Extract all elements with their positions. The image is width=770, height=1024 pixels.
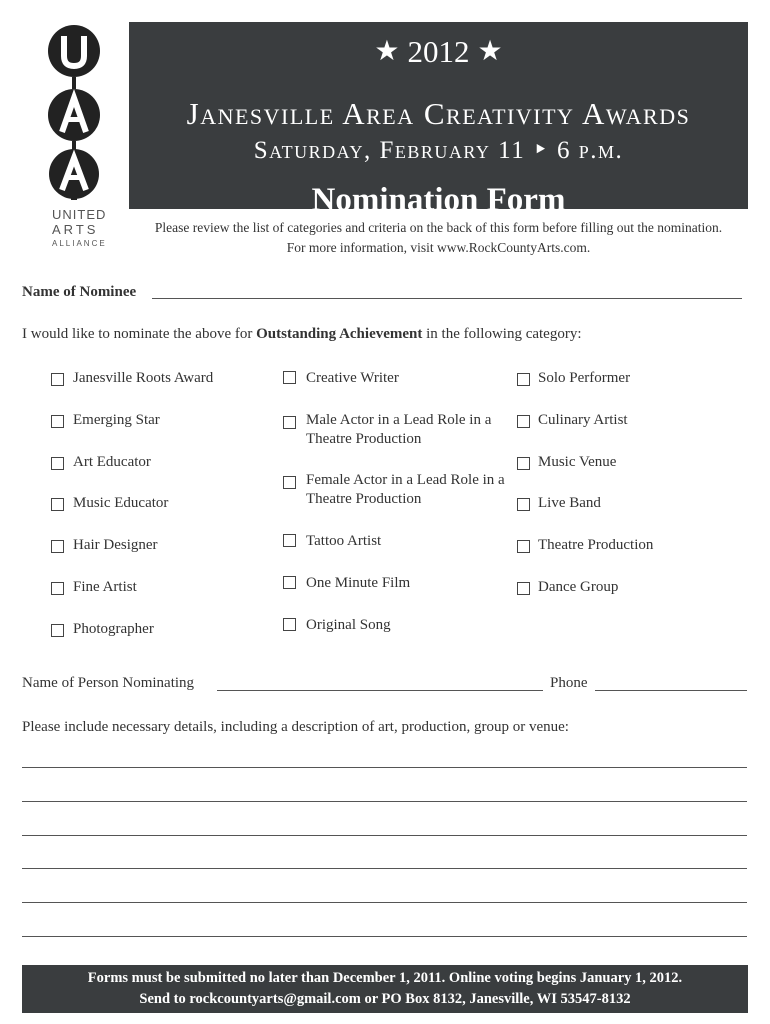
intro-text — [129, 218, 748, 258]
checkbox-janesville-roots[interactable] — [51, 373, 64, 386]
header-year-row — [129, 34, 748, 70]
uaa-logo-mark — [40, 24, 108, 200]
details-line[interactable] — [22, 835, 747, 836]
category-label: Original Song — [306, 617, 391, 633]
footer-send-to: Send to rockcountyarts@gmail.com or PO Box 8132, Janesville, WI 53547-8132 — [139, 991, 631, 1007]
footer-banner — [22, 965, 748, 1013]
nominee-label: Name of Nominee — [22, 284, 137, 300]
checkbox-tattoo-artist[interactable] — [283, 534, 296, 547]
category-label: Tattoo Artist — [306, 533, 382, 549]
details-label: Please include necessary details, including a description of art, production, group or venue: — [22, 719, 569, 735]
phone-label: Phone — [550, 675, 588, 691]
checkbox-solo-performer[interactable] — [517, 373, 530, 386]
checkbox-male-actor[interactable] — [283, 416, 296, 429]
checkbox-one-minute-film[interactable] — [283, 576, 296, 589]
details-line[interactable] — [22, 902, 747, 903]
nominate-sentence-end: in the following category: — [422, 326, 582, 342]
star-icon: ★ — [374, 36, 400, 67]
details-line[interactable] — [22, 868, 747, 869]
intro-line-2: For more information, visit www.RockCountyArts.com. — [286, 240, 591, 255]
category-label: Creative Writer — [306, 370, 399, 386]
header-date: Saturday, February 11 ‣ 6 p.m. — [253, 137, 624, 164]
nominate-sentence-bold: Outstanding Achievement — [256, 326, 423, 342]
checkbox-hair-designer[interactable] — [51, 540, 64, 553]
category-label: Solo Performer — [538, 370, 631, 386]
details-line[interactable] — [22, 801, 747, 802]
category-label: Emerging Star — [73, 412, 160, 428]
nominee-field[interactable] — [152, 298, 742, 299]
category-label: Dance Group — [538, 579, 619, 595]
checkbox-theatre-production[interactable] — [517, 540, 530, 553]
category-label: Music Venue — [538, 454, 617, 470]
category-label: Fine Artist — [73, 579, 137, 595]
logo-line-alliance: ALLIANCE — [52, 239, 107, 248]
category-label: Theatre Production — [538, 537, 654, 553]
checkbox-original-song[interactable] — [283, 618, 296, 631]
logo-line-arts: ARTS — [52, 222, 99, 237]
category-label: Photographer — [73, 621, 154, 637]
category-label: Culinary Artist — [538, 412, 628, 428]
checkbox-culinary-artist[interactable] — [517, 415, 530, 428]
checkbox-creative-writer[interactable] — [283, 371, 296, 384]
header-year: 2012 — [407, 34, 470, 69]
footer-deadline: Forms must be submitted no later than December 1, 2011. Online voting begins January 1, 2012. — [87, 970, 683, 986]
checkbox-photographer[interactable] — [51, 624, 64, 637]
intro-line-1: Please review the list of categories and criteria on the back of this form before filling out the nomination. — [154, 220, 723, 235]
category-label: Art Educator — [73, 454, 151, 470]
nominator-label: Name of Person Nominating — [22, 675, 195, 691]
header-title: Janesville Area Creativity Awards — [186, 96, 691, 131]
details-line[interactable] — [22, 767, 747, 768]
logo-text — [52, 208, 107, 248]
checkbox-music-venue[interactable] — [517, 457, 530, 470]
checkbox-live-band[interactable] — [517, 498, 530, 511]
checkbox-emerging-star[interactable] — [51, 415, 64, 428]
phone-field[interactable] — [595, 690, 747, 691]
uaa-logo — [40, 24, 108, 200]
form-title: Nomination Form — [311, 182, 566, 218]
category-label: Hair Designer — [73, 537, 158, 553]
checkbox-music-educator[interactable] — [51, 498, 64, 511]
checkbox-fine-artist[interactable] — [51, 582, 64, 595]
category-label: Janesville Roots Award — [73, 370, 214, 386]
nominate-sentence — [22, 326, 582, 343]
category-label: Music Educator — [73, 495, 169, 511]
category-label: Female Actor in a Lead Role in a Theatre Production — [306, 472, 505, 507]
nominator-field[interactable] — [217, 690, 543, 691]
checkbox-female-actor[interactable] — [283, 476, 296, 489]
header-banner — [129, 22, 748, 218]
star-icon: ★ — [477, 36, 503, 67]
nominate-sentence-start: I would like to nominate the above for — [22, 326, 257, 342]
category-label: One Minute Film — [306, 575, 411, 591]
category-label: Live Band — [538, 495, 601, 511]
checkbox-dance-group[interactable] — [517, 582, 530, 595]
checkbox-art-educator[interactable] — [51, 457, 64, 470]
details-line[interactable] — [22, 936, 747, 937]
logo-line-united: UNITED — [52, 207, 107, 222]
category-label: Male Actor in a Lead Role in a Theatre Production — [306, 412, 492, 447]
